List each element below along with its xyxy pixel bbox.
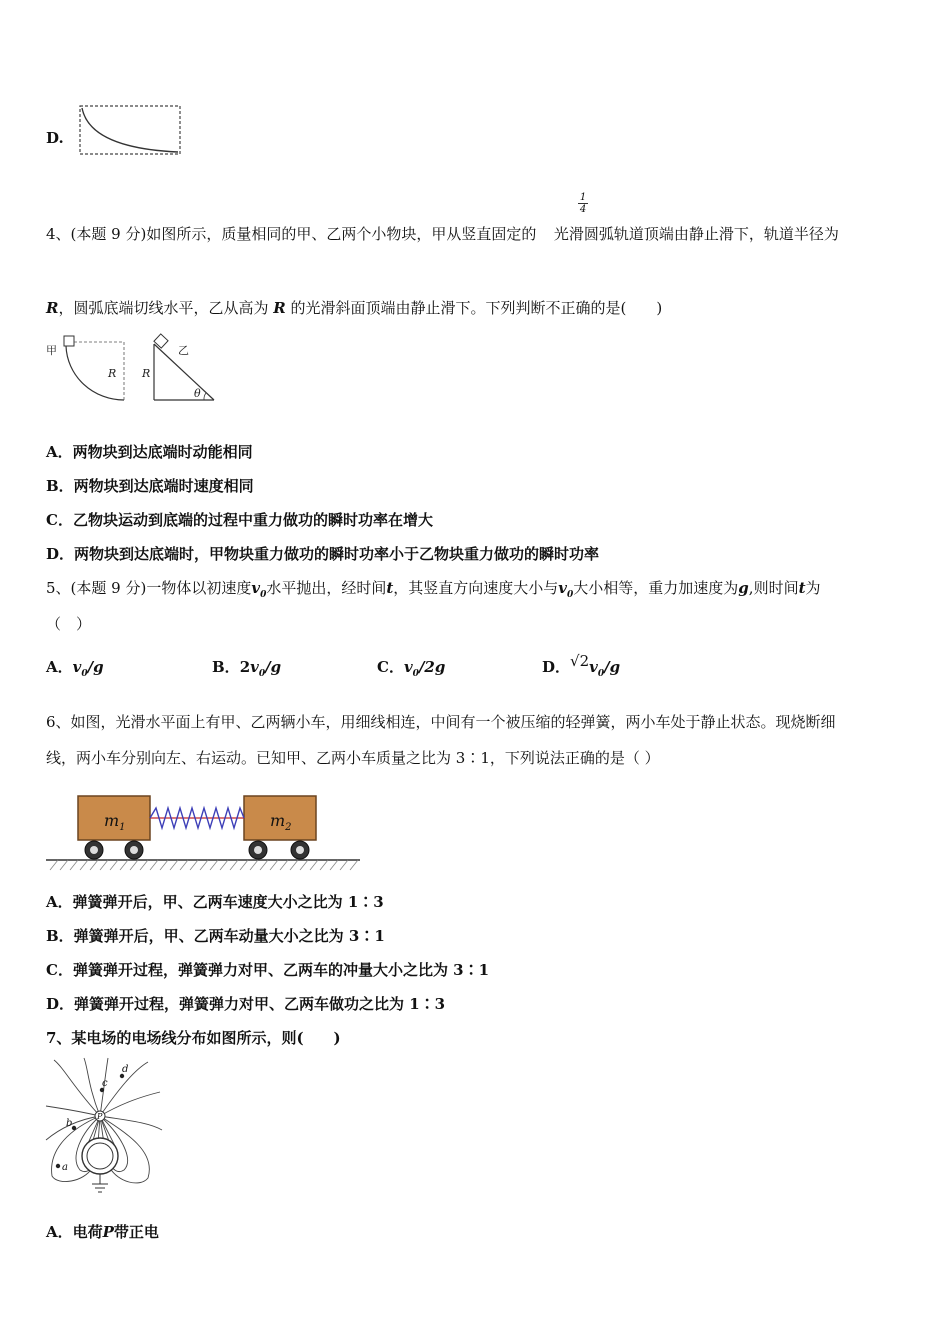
q4-stem-part-d: 的光滑斜面顶端由静止滑下。下列判断不正确的是( ) [290, 299, 663, 317]
q7-label-a: a [62, 1162, 68, 1173]
q6-figure [46, 790, 364, 874]
q6-label-m2: $m_2$ [270, 811, 292, 833]
q5-option-a: A．$v_0/g$ [46, 658, 104, 679]
q4-stem-part-c: ，圆弧底端切线水平，乙从高为 [58, 299, 269, 317]
q7-point-a [56, 1164, 60, 1168]
q4-stem-line2 [46, 298, 662, 318]
q7-stem: 7、某电场的电场线分布如图所示，则( ) [46, 1029, 341, 1047]
q4-option-d: D．两物块到达底端时，甲物块重力做功的瞬时功率小于乙物块重力做功的瞬时功率 [46, 545, 600, 563]
q4-figure-label-yi: 乙 [178, 344, 189, 357]
q4-figure-label-r-incline: R [142, 367, 151, 380]
q4-figure-label-r-arc: R [108, 367, 117, 380]
q7-label-d: d [122, 1064, 129, 1075]
q5-stem-line2: （ ） [46, 615, 92, 633]
q5-stem-part-e: ,则时间 [748, 579, 799, 597]
q4-option-c: C．乙物块运动到底端的过程中重力做功的瞬时功率在增大 [46, 511, 433, 529]
q4-figure-label-theta: θ [194, 387, 201, 400]
q5-stem-part-b: 水平抛出，经时间 [266, 579, 387, 597]
q4-fraction [575, 192, 591, 215]
q4-block-jia [64, 336, 74, 346]
q4-option-b: B．两物块到达底端时速度相同 [46, 477, 254, 495]
q5-stem-part-d: 大小相等，重力加速度为 [573, 579, 739, 597]
q7-label-c: c [102, 1078, 108, 1089]
q6-option-b: B．弹簧弹开后，甲、乙两车动量大小之比为 3∶1 [46, 927, 385, 945]
q4-radius-symbol: R [46, 299, 59, 317]
q7-label-p: P [97, 1112, 103, 1121]
q5-option-b: B．$2v_0/g$ [212, 658, 282, 679]
q3-option-d-label: D. [46, 129, 64, 147]
q7-point-b [72, 1126, 76, 1130]
q5-v0-symbol-2: $v_0$ [558, 579, 574, 600]
q6-label-m1: $m_1$ [104, 811, 126, 833]
q5-t-symbol: t [386, 579, 394, 597]
q5-option-d: D．$√2v_0/g$ [542, 652, 621, 679]
q6-option-d: D．弹簧弹开过程，弹簧弹力对甲、乙两车做功之比为 1∶3 [46, 995, 446, 1013]
q5-stem-line1 [46, 578, 821, 605]
q5-stem-part-c: ，其竖直方向速度大小与 [393, 579, 559, 597]
q4-height-symbol: R [273, 299, 286, 317]
q4-option-a: A．两物块到达底端时动能相同 [46, 443, 253, 461]
q5-t-symbol-2: t [798, 579, 806, 597]
q6-stem-line2: 线，两小车分别向左、右运动。已知甲、乙两小车质量之比为 3∶1，下列说法正确的是（ ） [46, 749, 660, 767]
q5-option-c: C．$v_0/2g$ [377, 658, 446, 679]
q5-g-symbol: g [738, 579, 749, 597]
q6-option-a: A．弹簧弹开后，甲、乙两车速度大小之比为 1∶3 [46, 893, 384, 911]
q4-stem-line1 [46, 224, 839, 244]
q5-v0-symbol: $v_0$ [251, 579, 267, 600]
q7-field-lines-figure [44, 1058, 164, 1198]
q4-stem-part-a: 4、(本题 9 分)如图所示，质量相同的甲、乙两个小物块，甲从竖直固定的 [46, 225, 537, 243]
q5-stem-part-a: 5、(本题 9 分)一物体以初速度 [46, 579, 252, 597]
q4-stem-part-b: 光滑圆弧轨道顶端由静止滑下，轨道半径为 [553, 225, 839, 243]
q4-fraction-denominator: 4 [579, 204, 587, 215]
q6-option-c: C．弹簧弹开过程，弹簧弹力对甲、乙两车的冲量大小之比为 3∶1 [46, 961, 490, 979]
q3-option-d-figure [78, 104, 182, 158]
q4-fraction-numerator: 1 [579, 192, 587, 203]
q7-label-b: b [66, 1118, 73, 1129]
q4-figure [44, 332, 224, 406]
q5-stem-part-f: 为 [805, 579, 821, 597]
q7-option-a: A．电荷P带正电 [46, 1223, 159, 1241]
q4-figure-label-jia: 甲 [46, 344, 57, 357]
q6-stem-line1: 6、如图，光滑水平面上有甲、乙两辆小车，用细线相连，中间有一个被压缩的轻弹簧，两小车处于静止状态。现烧断细 [46, 713, 836, 731]
